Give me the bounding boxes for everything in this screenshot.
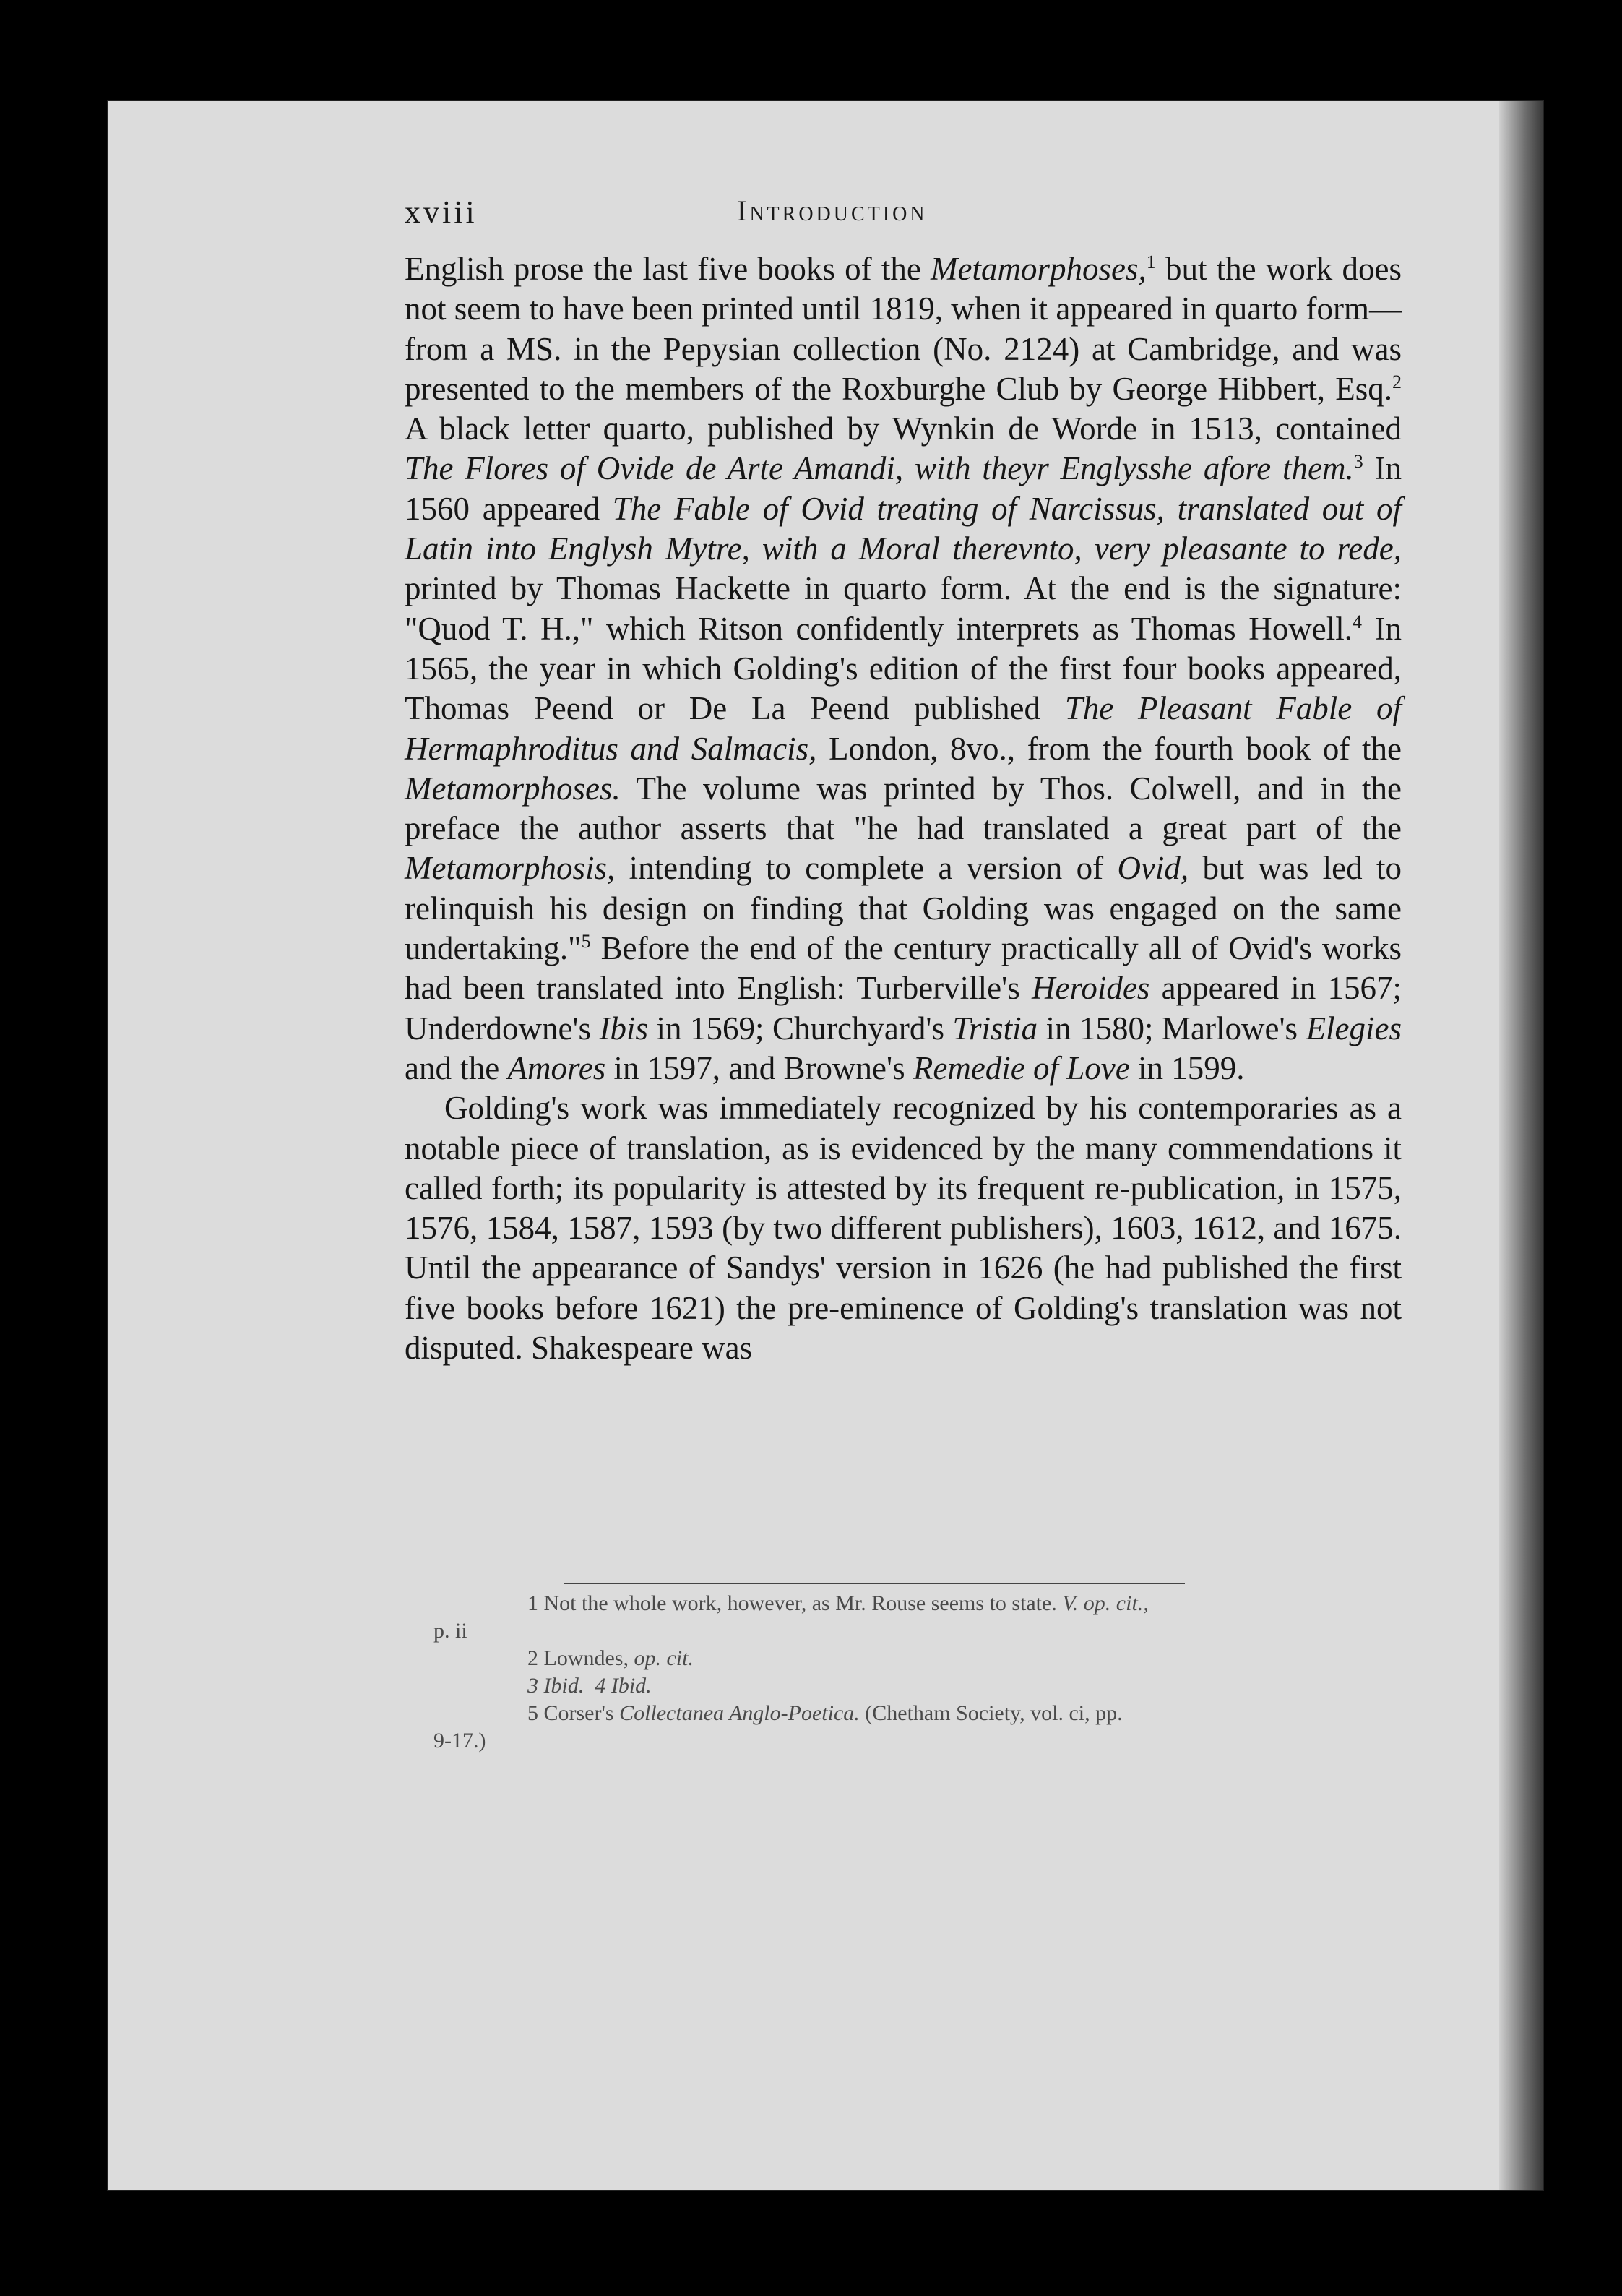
italic-title: Metamorphoses, (931, 251, 1147, 287)
page-header (405, 194, 1416, 237)
text-span: appeared in 1567; Underdowne's (405, 970, 1402, 1046)
italic-title: Remedie of Love (913, 1049, 1130, 1086)
running-head: Introduction (737, 194, 928, 227)
italic-title: Elegies (1306, 1010, 1402, 1046)
footnote-5 (433, 1700, 1402, 1727)
paragraph-1 (405, 249, 1402, 1088)
footnote-text: 2 Lowndes, (527, 1646, 629, 1670)
text-span: but the work does not seem to have been printed until 1819, when it appeared in quarto form—from a MS. in the Pepysian collection (No. 2124) at Cambridge, and was presented to the members of the Roxburghe Club by George Hibbert, Esq. (405, 251, 1402, 407)
page-edge-shadow (1499, 101, 1543, 2190)
italic-title: The Fable of Ovid treating of Narcissus, translated out of Latin into Englysh Mytre, with a Moral therevnto, very pleasante to rede, (405, 490, 1402, 567)
text-span: In 1565, the year in which Golding's edition of the first four books appeared, Thomas Peend or De La Peend published (405, 610, 1402, 727)
footnote-text: 1 Not the whole work, however, as Mr. Rouse seems to state. (527, 1591, 1057, 1615)
text-span: intending to complete a version of (615, 850, 1118, 887)
footnote-italic: 3 Ibid. (527, 1674, 584, 1698)
footnote-ref: 2 (1392, 371, 1402, 392)
footnote-2 (433, 1645, 1402, 1672)
footnote-rule (564, 1583, 1185, 1584)
italic-title: The Pleasant Fable of Hermaphroditus and Salmacis, (405, 690, 1402, 767)
text-span: in 1599. (1129, 1049, 1245, 1086)
text-span: English prose the last five books of the (405, 251, 931, 287)
text-span: but was led to relinquish his design on finding that Golding was engaged on the same undertaking." (405, 850, 1402, 967)
paragraph-2: Golding's work was immediately recognized by his contemporaries as a notable piece of translation, as is evidenced by the many commendations it called forth; its popularity is attested by its frequent re-publication, in 1575, 1576, 1584, 1587, 1593 (by two different publishers), 1603, 1612, and 1675. Until the appearance of Sandys' version in 1626 (he had published the first five books before 1621) the pre-eminence of Golding's translation was not disputed. Shakespeare was (405, 1090, 1402, 1367)
text-span: and the (405, 1049, 508, 1086)
footnote-ref: 3 (1353, 451, 1363, 473)
text-span: printed by Thomas Hackette in quarto form. At the end is the signature: "Quod T. H.," which Ritson confidently interprets as Thomas Howell. (405, 570, 1402, 647)
page-number: xviii (405, 194, 478, 230)
text-span: In 1560 appeared (405, 450, 1402, 527)
italic-title: Ovid, (1117, 850, 1189, 887)
footnote-italic: op. cit. (634, 1646, 694, 1670)
footnote-1 (433, 1590, 1402, 1617)
footnote-ref: 5 (581, 931, 591, 953)
footnote-text: 5 Corser's (527, 1701, 614, 1725)
footnote-ref: 4 (1352, 611, 1362, 632)
italic-title: Amores (507, 1049, 606, 1086)
footnote-italic: 4 Ibid. (595, 1674, 652, 1698)
text-span: A black letter quarto, published by Wynkin de Worde in 1513, contained (405, 410, 1402, 447)
text-span: in 1580; Marlowe's (1038, 1010, 1306, 1046)
text-span: in 1597, and Browne's (605, 1049, 913, 1086)
italic-title: Tristia (952, 1010, 1038, 1046)
italic-title: Ibis (599, 1010, 649, 1046)
italic-title: Metamorphoses. (405, 770, 621, 807)
footnote-italic: V. op. cit., (1062, 1591, 1149, 1615)
text-span: in 1569; Churchyard's (648, 1010, 953, 1046)
footnote-5-cont: 9-17.) (433, 1729, 486, 1753)
text-span: London, 8vo., from the fourth book of the (816, 730, 1402, 767)
footnote-1-cont: p. ii (433, 1619, 467, 1643)
text-span: The volume was printed by Thos. Colwell, and in the preface the author asserts that "he had translated a great part of the (405, 770, 1402, 847)
footnote-ref: 1 (1146, 251, 1156, 272)
footnotes (433, 1590, 1402, 1755)
italic-title: Metamorphosis, (405, 850, 616, 887)
italic-title: Heroides (1032, 970, 1150, 1007)
footnote-italic: Collectanea Anglo-Poetica. (619, 1701, 860, 1725)
footnote-text: (Chetham Society, vol. ci, pp. (859, 1701, 1123, 1725)
italic-title: The Flores of Ovide de Arte Amandi, with theyr Englysshe afore them. (405, 450, 1354, 487)
footnote-3-4 (433, 1672, 1402, 1700)
text-span: Before the end of the century practically all of Ovid's works had been translated into English: Turberville's (405, 930, 1402, 1007)
body-text (405, 249, 1402, 1368)
